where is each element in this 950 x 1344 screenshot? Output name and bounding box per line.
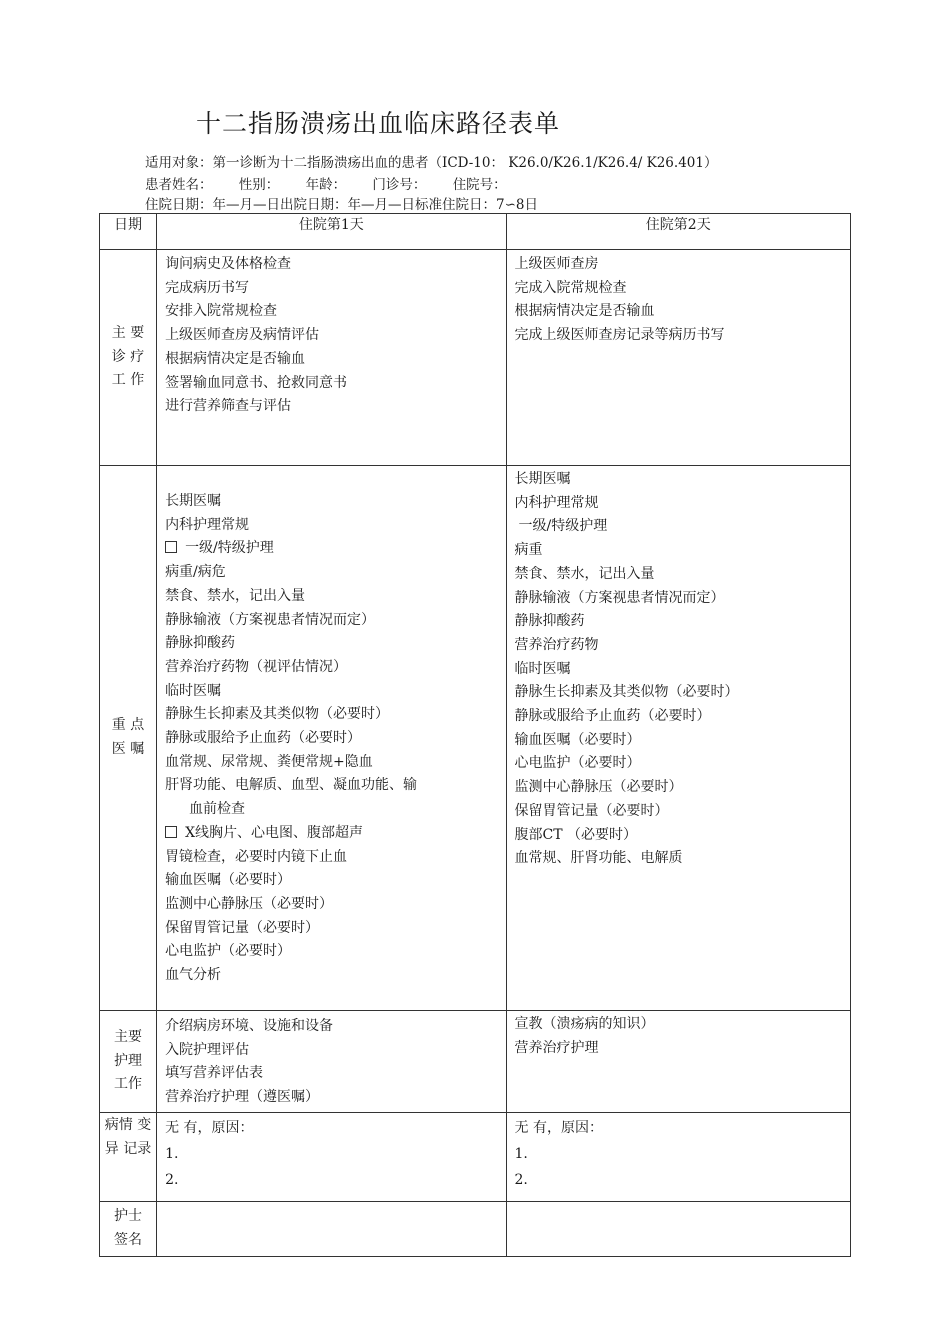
- list-item: 血气分析: [165, 967, 222, 984]
- key-orders-row: [100, 466, 851, 1011]
- list-item: 内科护理常规: [165, 516, 250, 533]
- list-item: 宣教（溃疡病的知识）: [514, 1016, 655, 1032]
- list-item: 保留胃管记量（必要时）: [514, 802, 669, 819]
- list-item: 监测中心静脉压（必要时）: [514, 779, 683, 796]
- list-item: 胃镜检查，必要时内镜下止血: [165, 848, 348, 865]
- key-orders-day1: [157, 466, 506, 1011]
- list-item: X线胸片、心电图、腹部超声: [165, 822, 497, 846]
- list-item: 病重/病危: [165, 564, 226, 581]
- nursing-label: 主要 护理 工作: [100, 1011, 157, 1113]
- list-item: 根据病情决定是否输血: [514, 303, 655, 320]
- variation-item-2[interactable]: 2.: [165, 1172, 179, 1188]
- list-item: 一级/特级护理: [165, 537, 497, 561]
- variation-item-1[interactable]: 1.: [514, 1146, 528, 1162]
- variation-options: 无 有，原因：: [165, 1120, 254, 1136]
- patient-name-label: 患者姓名：: [145, 177, 213, 193]
- variation-label: 病情 变 异 记录: [100, 1113, 157, 1202]
- clinic-number-label: 门诊号：: [372, 177, 427, 193]
- list-item: 营养治疗护理: [514, 1039, 599, 1056]
- list-item: 完成病历书写: [165, 279, 250, 296]
- key-orders-day2: [506, 466, 850, 1011]
- header-row: [100, 214, 851, 250]
- patient-info-line: [145, 173, 529, 193]
- variation-item-1[interactable]: 1.: [165, 1146, 179, 1162]
- nurse-sign-row: [100, 1202, 851, 1257]
- list-item: 肝肾功能、电解质、血型、凝血功能、输: [165, 777, 418, 794]
- list-item: 静脉抑酸药: [514, 613, 585, 630]
- main-work-row: [100, 250, 851, 466]
- list-item: 静脉生长抑素及其类似物（必要时）: [514, 684, 739, 701]
- nursing-day2: [506, 1011, 850, 1113]
- list-item: 完成上级医师查房记录等病历书写: [514, 327, 725, 344]
- list-item: 心电监护（必要时）: [165, 943, 292, 960]
- list-item: 血常规、肝肾功能、电解质: [514, 850, 683, 867]
- list-item: 完成入院常规检查: [514, 279, 627, 296]
- sex-label: 性别：: [238, 177, 280, 193]
- header-day1: 住院第1天: [157, 214, 506, 250]
- list-item: 一级/特级护理: [518, 518, 608, 535]
- list-item: 上级医师查房及病情评估: [165, 327, 320, 344]
- list-item: 临时医嘱: [165, 682, 222, 699]
- nurse-sign-day2[interactable]: [506, 1202, 850, 1257]
- clinical-pathway-table: [99, 213, 851, 1257]
- list-item: 禁食、禁水，记出入量: [165, 587, 306, 604]
- page-title: 十二指肠溃疡出血临床路径表单: [196, 109, 561, 138]
- key-orders-label: 重 点 医 嘱: [100, 466, 157, 1011]
- variation-options: 无 有，原因：: [514, 1120, 603, 1136]
- list-item: 禁食、禁水，记出入量: [514, 565, 655, 582]
- list-item: 病重: [514, 542, 543, 559]
- list-item: 填写营养评估表: [165, 1065, 264, 1082]
- list-item-continued: 血前检查: [189, 801, 246, 818]
- age-label: 年龄：: [305, 177, 347, 193]
- list-item: 营养治疗药物（视评估情况）: [165, 658, 348, 675]
- list-item: 静脉或服给予止血药（必要时）: [514, 708, 711, 725]
- header-day2: 住院第2天: [506, 214, 850, 250]
- list-item: 输血医嘱（必要时）: [165, 872, 292, 889]
- list-item: 安排入院常规检查: [165, 303, 278, 320]
- variation-item-2[interactable]: 2.: [514, 1172, 528, 1188]
- checkbox-icon[interactable]: [165, 826, 177, 838]
- applicable-subject: 适用对象：第一诊断为十二指肠溃疡出血的患者（ICD-10： K26.0/K26.1/K26.4/ K26.401）: [145, 155, 718, 171]
- list-item: 进行营养筛查与评估: [165, 398, 292, 415]
- list-item: 静脉输液（方案视患者情况而定）: [165, 611, 376, 628]
- list-item: 介绍病房环境、设施和设备: [165, 1018, 334, 1034]
- list-item: 血常规、尿常规、粪便常规+隐血: [165, 753, 373, 770]
- list-item: 保留胃管记量（必要时）: [165, 919, 320, 936]
- list-item: 心电监护（必要时）: [514, 755, 641, 772]
- header-date: 日期: [100, 214, 157, 250]
- list-item: 根据病情决定是否输血: [165, 350, 306, 367]
- list-item: 输血医嘱（必要时）: [514, 731, 641, 748]
- list-item: 营养治疗药物: [514, 636, 599, 653]
- admission-number-label: 住院号：: [452, 177, 507, 193]
- nursing-row: [100, 1011, 851, 1113]
- main-work-day1: [157, 250, 506, 466]
- list-item: 内科护理常规: [514, 494, 599, 511]
- list-item: 询问病史及体格检查: [165, 256, 292, 272]
- variation-day2: [506, 1113, 850, 1202]
- list-item: 长期医嘱: [165, 493, 222, 509]
- list-item: 监测中心静脉压（必要时）: [165, 895, 334, 912]
- variation-day1: [157, 1113, 506, 1202]
- checkbox-icon[interactable]: [165, 541, 177, 553]
- main-work-day2: [506, 250, 850, 466]
- list-item: 营养治疗护理（遵医嘱）: [165, 1089, 320, 1106]
- list-item: 静脉抑酸药: [165, 635, 236, 652]
- list-item: 腹部CT （必要时）: [514, 826, 638, 843]
- list-item: 入院护理评估: [165, 1041, 250, 1058]
- list-item: 长期医嘱: [514, 471, 571, 487]
- list-item: 临时医嘱: [514, 660, 571, 677]
- list-item: 静脉或服给予止血药（必要时）: [165, 730, 362, 747]
- main-work-label: 主 要 诊 疗 工 作: [100, 250, 157, 466]
- list-item: 签署输血同意书、抢救同意书: [165, 374, 348, 391]
- nurse-sign-day1[interactable]: [157, 1202, 506, 1257]
- list-item: 静脉输液（方案视患者情况而定）: [514, 589, 725, 606]
- nursing-day1: [157, 1011, 506, 1113]
- nurse-sign-label: 护士 签名: [100, 1202, 157, 1257]
- admission-dates: 住院日期：年—月—日出院日期：年—月—日标准住院日：7∽8日: [145, 197, 538, 213]
- variation-row: [100, 1113, 851, 1202]
- list-item: 上级医师查房: [514, 256, 599, 272]
- list-item: 静脉生长抑素及其类似物（必要时）: [165, 706, 390, 723]
